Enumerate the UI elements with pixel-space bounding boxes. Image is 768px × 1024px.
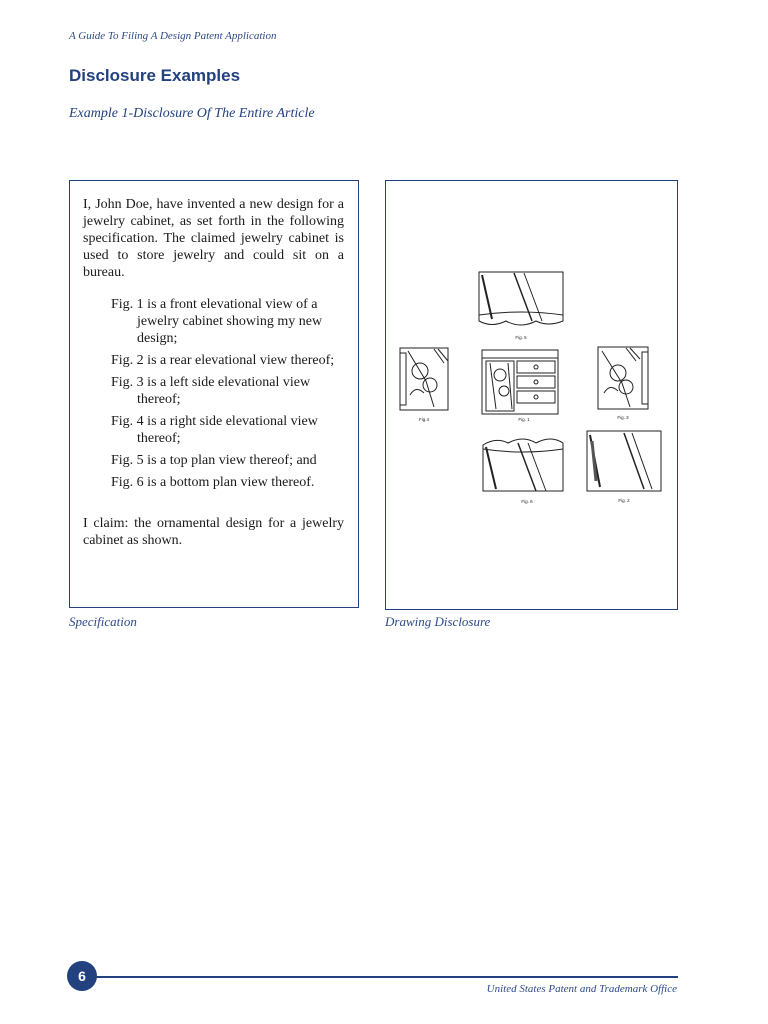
fig-6-drawing [483,439,563,491]
fig-3-drawing [598,347,648,409]
fig-label: Fig.4 [418,417,430,422]
figure-description: Fig. 6 is a bottom plan view thereof. [111,475,315,490]
figure-description: Fig. 1 is a front elevational view of a jewelry cabinet showing my new design; [111,297,323,346]
drawing-caption: Drawing Disclosure [385,614,491,629]
specification-caption: Specification [69,614,137,629]
drawing-box [385,180,678,610]
example-title: Example 1-Disclosure Of The Entire Article [69,106,315,121]
fig-5-drawing [479,272,563,325]
figure-description: Fig. 2 is a rear elevational view thereof; [111,353,335,368]
section-title: Disclosure Examples [69,66,241,85]
fig-label: Fig. 6 [521,499,533,504]
fig-label: Fig. 3 [617,415,629,420]
specification-box [69,180,359,608]
fig-1-drawing [482,350,558,414]
figure-description: Fig. 5 is a top plan view thereof; and [111,453,317,468]
patent-drawings [386,181,679,611]
figure-list [111,296,344,491]
footer-office: United States Patent and Trademark Office [486,983,677,995]
fig-4-drawing [400,348,448,410]
spec-intro: I, John Doe, have invented a new design for a jewelry cabinet, as set forth in the following specification. The claimed jewelry cabinet is used to store jewelry and could sit on a bureau. [83,197,344,280]
fig-label: Fig. 2 [618,498,630,503]
claim-text: I claim: the ornamental design for a jewelry cabinet as shown. [83,516,344,548]
fig-label: Fig. 1 [518,417,530,422]
fig-2-drawing [587,431,661,491]
figure-description: Fig. 3 is a left side elevational view thereof; [111,375,311,407]
figure-description: Fig. 4 is a right side elevational view thereof; [111,414,318,446]
footer-rule [82,976,678,978]
fig-label: Fig. 5 [515,335,527,340]
page-number-badge: 6 [67,961,97,991]
running-head: A Guide To Filing A Design Patent Application [69,30,277,42]
